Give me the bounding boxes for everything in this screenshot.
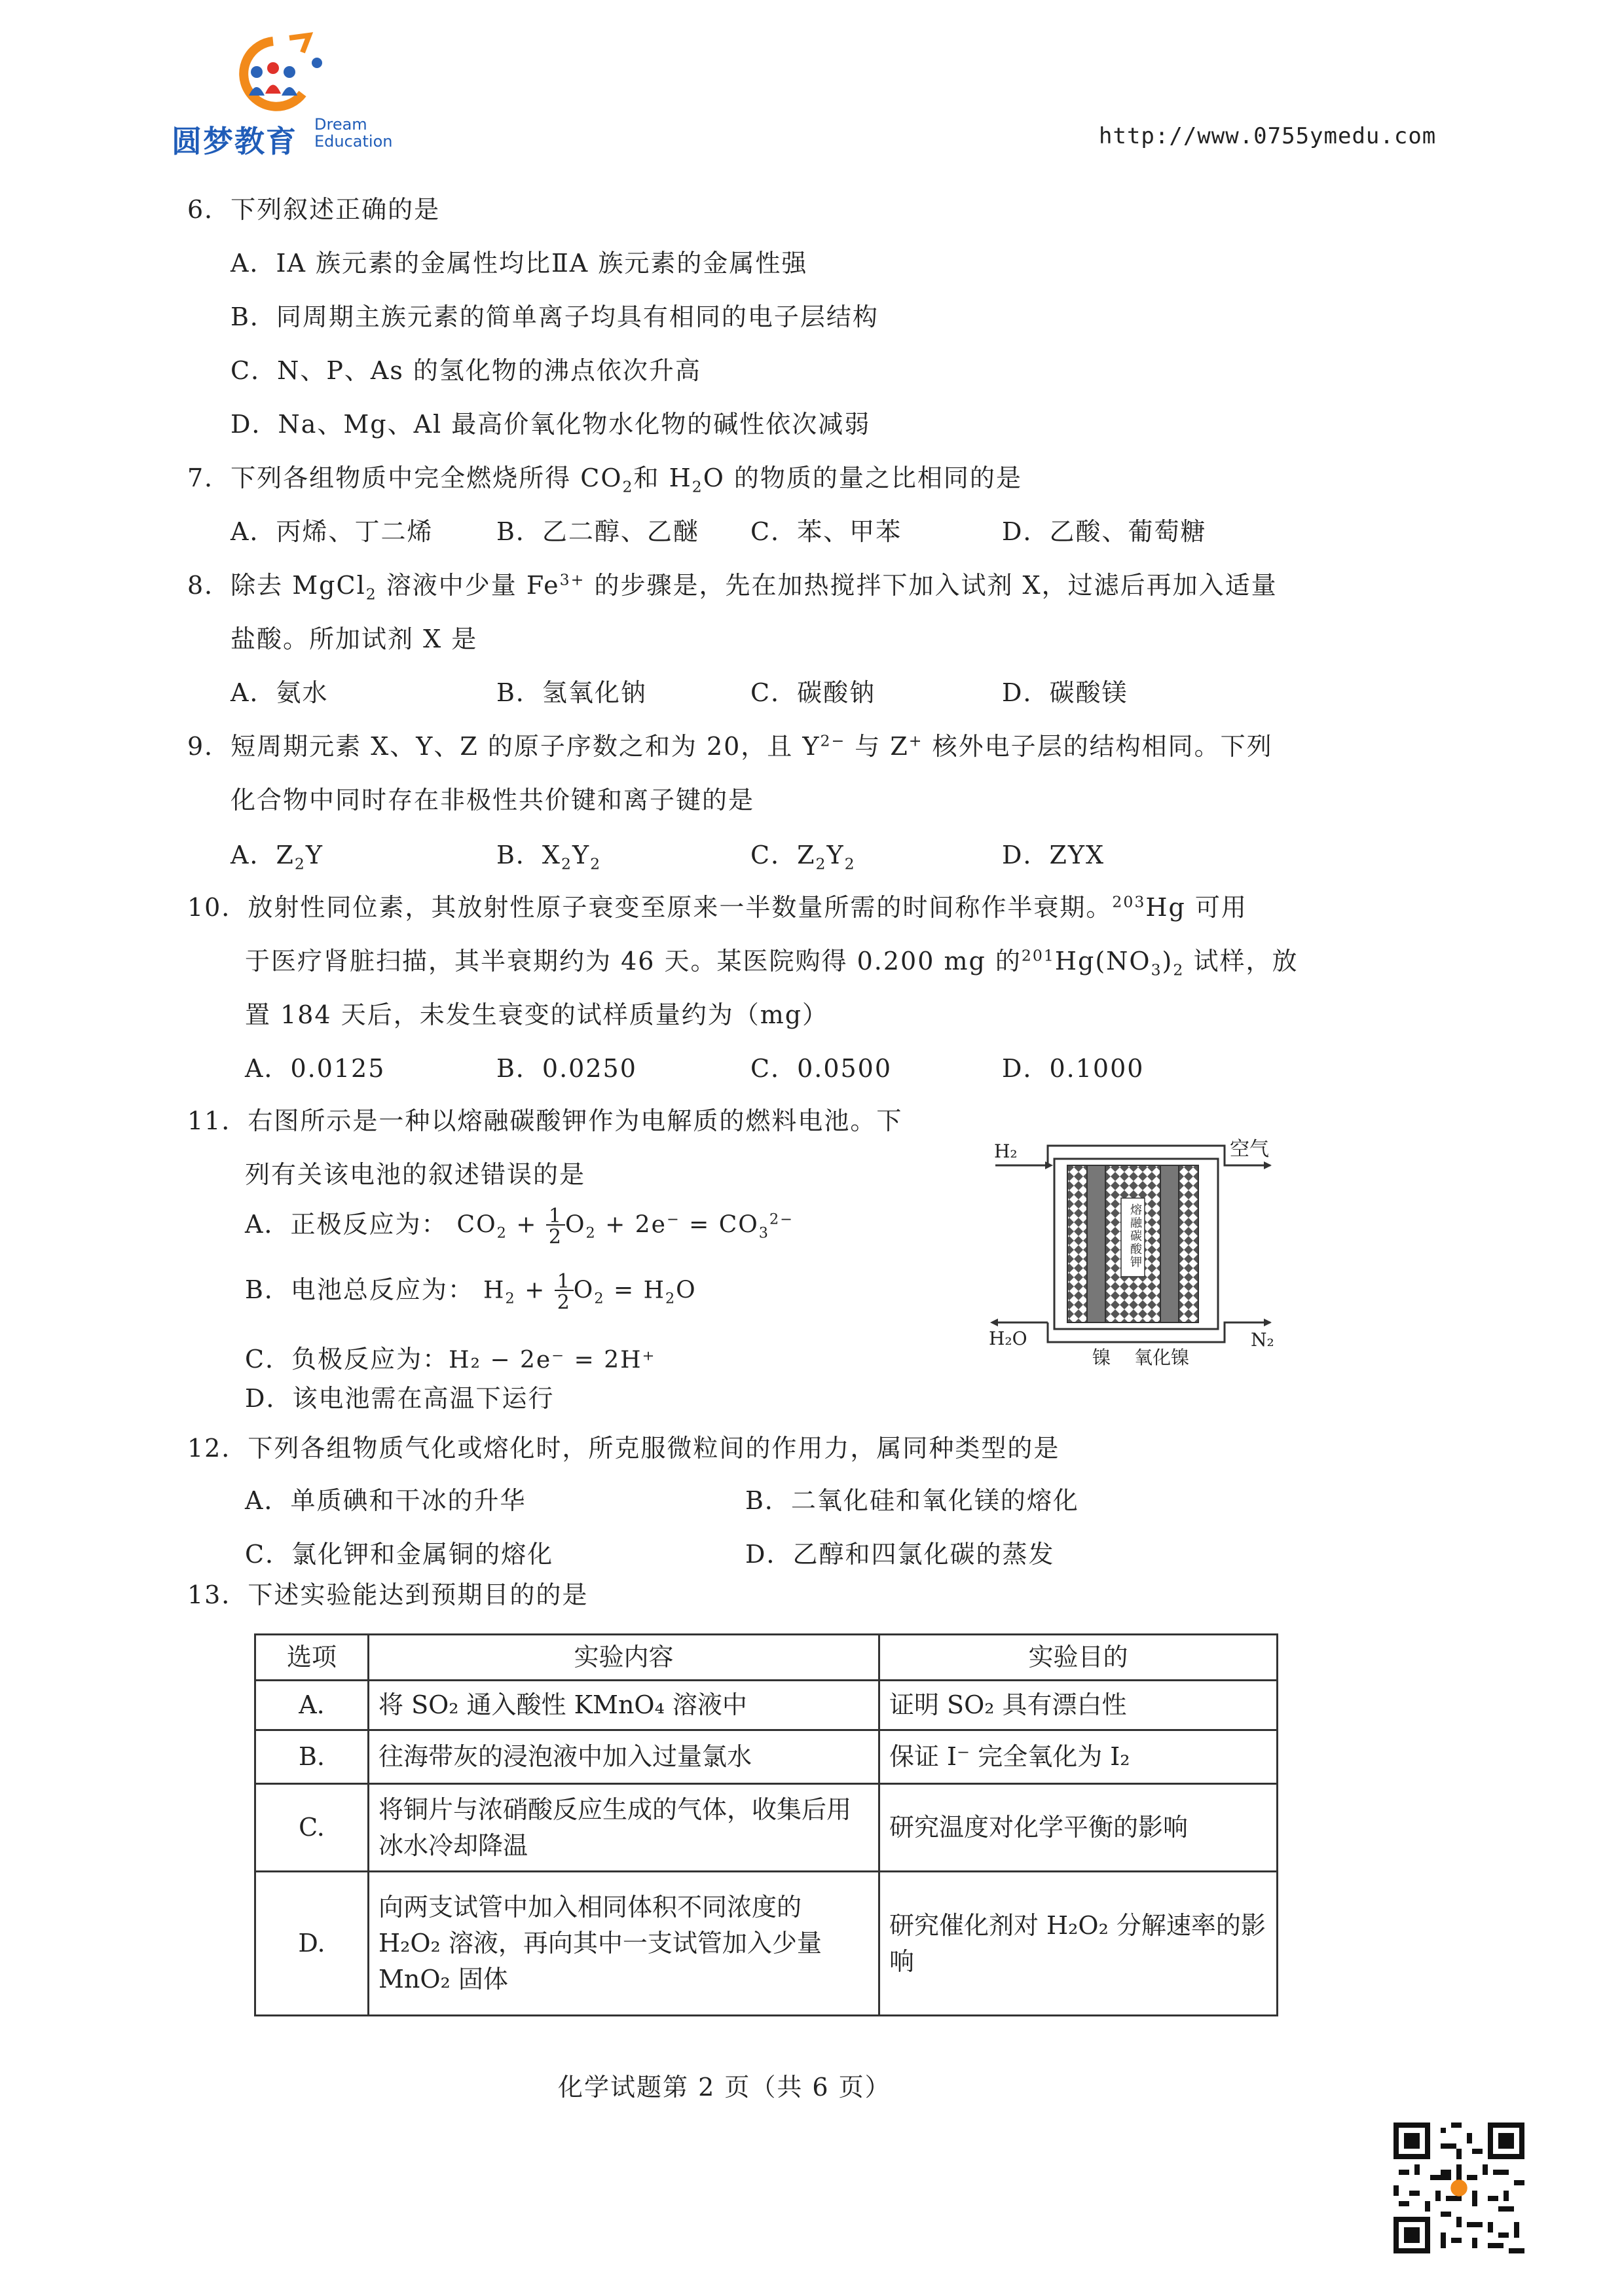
q12-option-b: B．二氧化硅和氧化镁的熔化 bbox=[745, 1486, 1079, 1515]
table-cell-option: C. bbox=[255, 1784, 369, 1872]
page-footer: 化学试题第 2 页（共 6 页） bbox=[558, 2073, 891, 2102]
q11-option-a: A．正极反应为： $CO_2 + 1$ 2 $O_2 + 2e^- = CO_3^{2-}$ bbox=[245, 1205, 794, 1248]
q10-option-a: A．0.0125 bbox=[245, 1054, 386, 1083]
diagram-label-ni: 镍 bbox=[1092, 1347, 1111, 1368]
q9-stem-line1: 9．短周期元素 X、Y、Z 的原子序数之和为 20，且 $Y^{2-}$ 与 Z+ 核外电子层的结构相同。下列 bbox=[187, 731, 1273, 761]
table-row bbox=[255, 1730, 1278, 1784]
table-cell-content: 向两支试管中加入相同体积不同浓度的 H₂O₂ 溶液，再向其中一支试管加入少量 MnO₂ 固体 bbox=[368, 1872, 879, 2016]
q9-option-a: A．$Z_2Y$ bbox=[231, 841, 323, 873]
diagram-label-h2o: H₂O bbox=[989, 1328, 1027, 1349]
q10-option-c: C．0.0500 bbox=[750, 1054, 893, 1083]
table-header-content: 实验内容 bbox=[368, 1635, 879, 1681]
q8-stem-line1: 8．除去 MgCl$_2$ 溶液中少量 $Fe^{3+}$ 的步骤是，先在加热搅拌下加入试剂 X，过滤后再加入适量 bbox=[187, 570, 1278, 604]
q12-option-a: A．单质碘和干冰的升华 bbox=[245, 1486, 526, 1515]
table-header-purpose: 实验目的 bbox=[879, 1635, 1277, 1681]
q7-option-d: D．乙酸、葡萄糖 bbox=[1002, 517, 1207, 546]
q9-option-b: B．$X_2Y_2$ bbox=[496, 841, 602, 873]
q8-option-c: C．碳酸钠 bbox=[750, 678, 876, 707]
diagram-label-nio: 氧化镍 bbox=[1134, 1347, 1190, 1368]
q11-stem-line1: 11．右图所示是一种以熔融碳酸钾作为电解质的燃料电池。下 bbox=[187, 1106, 903, 1135]
logo bbox=[172, 31, 393, 159]
table-cell-purpose: 证明 SO₂ 具有漂白性 bbox=[879, 1681, 1277, 1730]
q9-option-d: D．ZYX bbox=[1002, 841, 1105, 869]
diagram-label-n2: N₂ bbox=[1251, 1329, 1274, 1351]
q10-option-d: D．0.1000 bbox=[1002, 1054, 1145, 1083]
q7-option-b: B．乙二醇、乙醚 bbox=[496, 517, 699, 546]
q13-table bbox=[254, 1633, 1278, 2016]
diagram-label-air: 空气 bbox=[1230, 1138, 1269, 1161]
q8-option-a: A．氨水 bbox=[231, 678, 329, 707]
table-row bbox=[255, 1681, 1278, 1730]
table-cell-purpose: 保证 I⁻ 完全氧化为 I₂ bbox=[879, 1730, 1277, 1784]
qr-code-icon bbox=[1393, 2123, 1524, 2253]
table-header-option: 选项 bbox=[255, 1635, 369, 1681]
fuel-cell-diagram bbox=[982, 1126, 1283, 1375]
q8-option-d: D．碳酸镁 bbox=[1002, 678, 1128, 707]
table-cell-purpose: 研究温度对化学平衡的影响 bbox=[879, 1784, 1277, 1872]
table-cell-option: B. bbox=[255, 1730, 369, 1784]
q8-stem-line2: 盐酸。所加试剂 X 是 bbox=[231, 625, 478, 653]
table-cell-content: 将 SO₂ 通入酸性 KMnO₄ 溶液中 bbox=[368, 1681, 879, 1730]
q12-stem: 12．下列各组物质气化或熔化时，所克服微粒间的作用力，属同种类型的是 bbox=[187, 1434, 1060, 1463]
q6-option-a: A．ⅠA 族元素的金属性均比ⅡA 族元素的金属性强 bbox=[231, 249, 808, 278]
q12-option-d: D．乙醇和四氯化碳的蒸发 bbox=[745, 1540, 1055, 1569]
q13-stem: 13．下述实验能达到预期目的的是 bbox=[187, 1580, 589, 1609]
q11-stem-line2: 列有关该电池的叙述错误的是 bbox=[245, 1160, 586, 1189]
q7-stem: 7．下列各组物质中完全燃烧所得 $CO_2$和 $H_2O$ 的物质的量之比相同的是 bbox=[187, 464, 1022, 496]
q6-stem: 6．下列叙述正确的是 bbox=[187, 195, 441, 224]
table-cell-option: D. bbox=[255, 1872, 369, 2016]
q6-option-d: D．Na、Mg、Al 最高价氧化物水化物的碱性依次减弱 bbox=[231, 410, 871, 439]
q10-stem-line1: 10．放射性同位素，其放射性原子衰变至原来一半数量所需的时间称作半衰期。$^{203}$Hg 可用 bbox=[187, 892, 1247, 922]
q12-option-c: C．氯化钾和金属铜的熔化 bbox=[245, 1540, 554, 1569]
logo-cn: 圆梦教育 bbox=[172, 124, 297, 159]
q8-option-b: B．氢氧化钠 bbox=[496, 678, 647, 707]
table-cell-content: 往海带灰的浸泡液中加入过量氯水 bbox=[368, 1730, 879, 1784]
q6-option-c: C．N、P、As 的氢化物的沸点依次升高 bbox=[231, 356, 701, 385]
table-cell-option: A. bbox=[255, 1681, 369, 1730]
qr-code[interactable] bbox=[1393, 2123, 1524, 2253]
q11-option-d: D．该电池需在高温下运行 bbox=[245, 1384, 555, 1413]
q11-option-c: C．负极反应为：H₂ − 2e⁻ = 2H⁺ bbox=[245, 1345, 656, 1374]
diagram-label-electrolyte: 熔融碳酸钾 bbox=[1128, 1203, 1142, 1269]
diagram-label-h2: H₂ bbox=[994, 1140, 1018, 1162]
q10-option-b: B．0.0250 bbox=[496, 1054, 637, 1083]
table-row bbox=[255, 1784, 1278, 1872]
q9-option-c: C．$Z_2Y_2$ bbox=[750, 841, 856, 873]
q6-option-b: B．同周期主族元素的简单离子均具有相同的电子层结构 bbox=[231, 302, 879, 331]
q7-option-a: A．丙烯、丁二烯 bbox=[231, 517, 434, 546]
logo-emblem-icon bbox=[211, 31, 335, 117]
q9-stem-line2: 化合物中同时存在非极性共价键和离子键的是 bbox=[231, 786, 755, 814]
table-cell-purpose: 研究催化剂对 H₂O₂ 分解速率的影响 bbox=[879, 1872, 1277, 2016]
q11-option-b-equation: $H_2 + 1$ 2 $O_2 = H_2O$ bbox=[483, 1270, 697, 1314]
q11-option-a-equation: $CO_2 + 1$ 2 $O_2 + 2e^- = CO_3^{2-}$ bbox=[456, 1205, 794, 1248]
site-url[interactable]: http://www.0755ymedu.com bbox=[1099, 123, 1437, 149]
q11-option-b: B．电池总反应为： $H_2 + 1$ 2 $O_2 = H_2O$ bbox=[245, 1270, 697, 1314]
table-cell-content: 将铜片与浓硝酸反应生成的气体，收集后用冰水冷却降温 bbox=[368, 1784, 879, 1872]
logo-en-line1: Dream bbox=[314, 115, 367, 134]
logo-en-line2: Education bbox=[314, 132, 393, 151]
q10-stem-line3: 置 184 天后，未发生衰变的试样质量约为（mg） bbox=[245, 1000, 829, 1029]
table-header-row bbox=[255, 1635, 1278, 1681]
table-row bbox=[255, 1872, 1278, 2016]
q7-option-c: C．苯、甲苯 bbox=[750, 517, 902, 546]
q10-stem-line2: 于医疗肾脏扫描，其半衰期约为 46 天。某医院购得 0.200 mg 的$^{201}Hg(NO_3)_2$ 试样，放 bbox=[245, 946, 1299, 979]
